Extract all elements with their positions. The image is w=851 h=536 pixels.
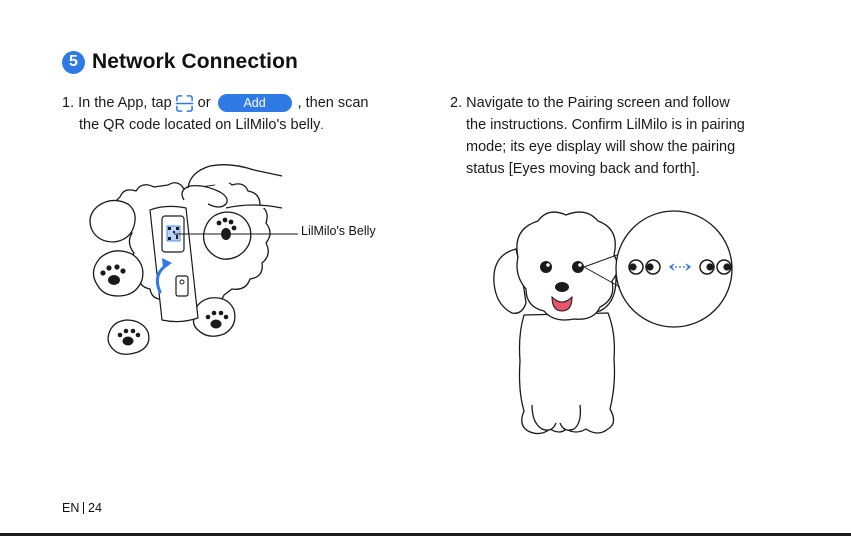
scan-icon <box>175 94 194 113</box>
section-title: Network Connection <box>92 50 298 73</box>
plush-belly-illustration <box>88 160 303 360</box>
step-1-line-1 <box>62 92 407 114</box>
step-1-instructions <box>62 92 407 136</box>
step-2-instructions <box>450 92 790 180</box>
step-1-suffix: , then scan <box>297 95 369 111</box>
step-1-prefix: 1. In the App, tap <box>62 95 172 111</box>
dog-eye-display-illustration <box>490 205 735 440</box>
footer-separator <box>83 502 84 514</box>
step-1-line-2-period: . <box>320 118 324 132</box>
step-number-badge: 5 <box>62 51 85 74</box>
step-2-line-4: status [Eyes moving back and forth]. <box>466 161 700 177</box>
step-2-line-2: the instructions. Confirm LilMilo is in pairing <box>466 117 745 133</box>
footer-language: EN <box>62 501 80 515</box>
step-1-line-2-text: the QR code located on LilMilo's belly <box>79 117 321 133</box>
step-2-line-3: mode; its eye display will show the pairing <box>466 139 736 155</box>
step-2-line-1: 2. Navigate to the Pairing screen and follow <box>450 95 730 111</box>
belly-callout-label: LilMilo's Belly <box>301 224 376 238</box>
section-header <box>62 48 298 76</box>
step-1-or: or <box>197 95 211 111</box>
step-1-line-2 <box>62 114 407 136</box>
footer-page-number: 24 <box>88 501 102 515</box>
add-button: Add <box>218 94 292 112</box>
